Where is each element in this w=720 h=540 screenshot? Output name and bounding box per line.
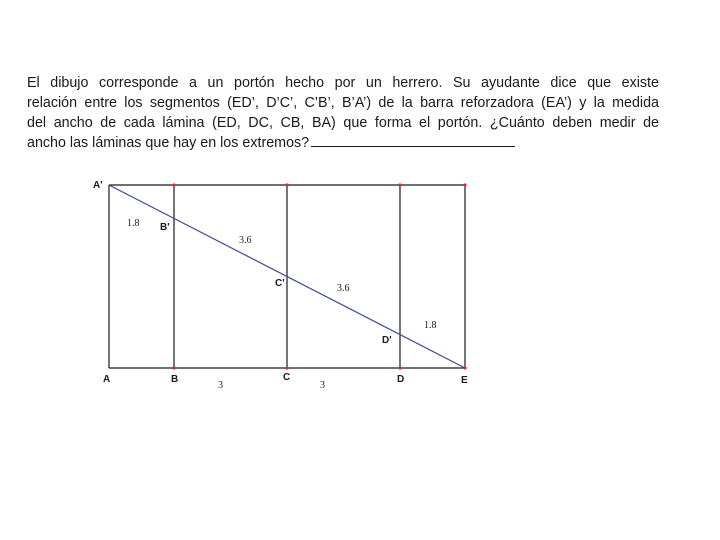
mark-b-top: [172, 183, 175, 186]
mark-b-bottom: [172, 366, 175, 369]
label-d: D: [397, 374, 405, 385]
label-c: C: [283, 372, 291, 383]
label-a-prime: A': [93, 180, 103, 191]
length-d-e-prime: 1.8: [424, 320, 437, 331]
length-b-c: 3: [218, 380, 223, 391]
label-b-prime: B': [160, 222, 170, 233]
problem-line-1: El dibujo corresponde a un portón hecho por un herrero. Su ayudante dice que existe: [27, 75, 659, 91]
vertex-marks: [172, 183, 466, 369]
problem-line-4-text: ancho las láminas que hay en los extremos?: [27, 135, 310, 151]
mark-e-bottom: [463, 366, 466, 369]
length-a-b-prime: 1.8: [127, 218, 140, 229]
mark-c-bottom: [285, 366, 288, 369]
length-c-d: 3: [320, 380, 325, 391]
mark-d-bottom: [398, 366, 401, 369]
mark-e-top: [463, 183, 466, 186]
problem-line-3: del ancho de cada lámina (ED, DC, CB, BA) que forma el portón. ¿Cuánto deben medir de: [27, 115, 659, 131]
problem-line-2: relación entre los segmentos (ED’, D’C’, C’B’, B’A’) de la barra reforzadora (EA’) y la medida: [27, 95, 659, 111]
length-b-c-prime: 3.6: [239, 235, 252, 246]
mark-d-top: [398, 183, 401, 186]
length-c-d-prime: 3.6: [337, 283, 350, 294]
label-d-prime: D': [382, 335, 392, 346]
label-c-prime: C': [275, 278, 285, 289]
mark-c-top: [285, 183, 288, 186]
label-e: E: [461, 375, 468, 386]
label-a: A: [103, 374, 111, 385]
label-b: B: [171, 374, 179, 385]
